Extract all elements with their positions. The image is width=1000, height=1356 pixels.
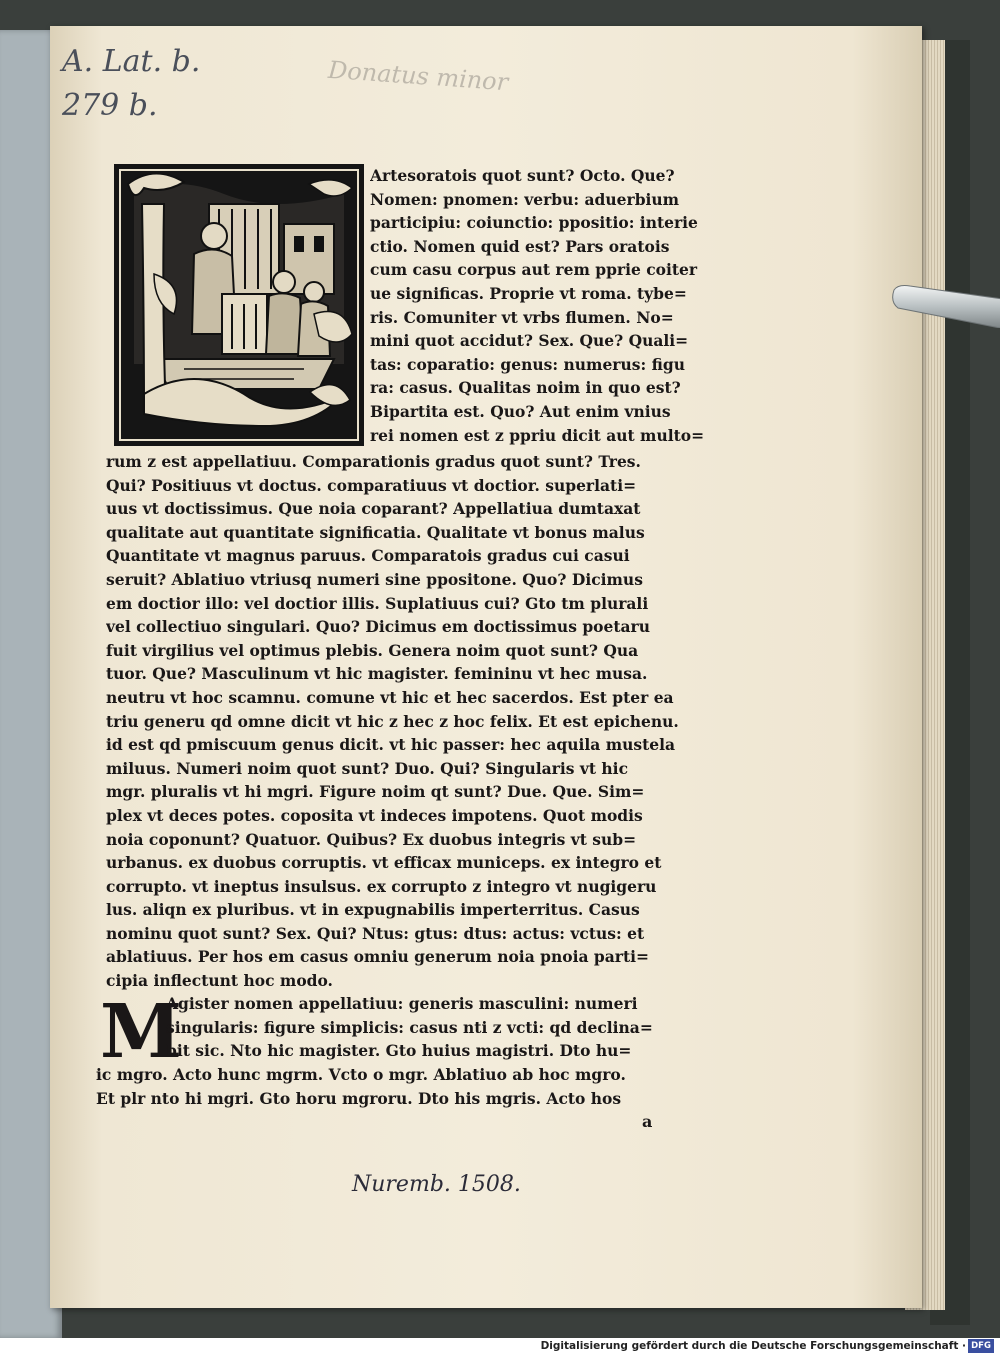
text-line: fuit virgilius vel optimus plebis. Genera noim quot sunt? Qua — [106, 640, 639, 660]
woodcut-initial-p — [114, 164, 364, 446]
text-line: id est qd pmiscuum genus dicit. vt hic passer: hec aquila mustela — [106, 735, 676, 755]
text-beside-second-initial — [166, 992, 716, 1063]
text-line: miluus. Numeri noim quot sunt? Duo. Qui? Singularis vt hic — [106, 758, 629, 778]
text-line: ic mgro. Acto hunc mgrm. Vcto o mgr. Ablatiuo ab hoc mgro. — [96, 1065, 626, 1084]
text-line: uus vt doctissimus. Que noia coparant? Appellatiua dumtaxat — [106, 499, 641, 519]
text-line: plex vt deces potes. coposita vt indeces impotens. Quot modis — [106, 805, 643, 825]
text-line: Et plr nto hi mgri. Gto horu mgroru. Dto his mgris. Acto hos — [96, 1088, 622, 1108]
text-line: singularis: figure simplicis: casus nti z vcti: qd declina= — [166, 1017, 653, 1037]
pencil-note: Donatus minor — [327, 55, 510, 97]
imprint-annotation: Nuremb. 1508. — [352, 1172, 521, 1197]
signature-mark: a — [642, 1112, 653, 1131]
digitization-credit: Digitalisierung gefördert durch die Deutsche Forschungsgemeinschaft · — [540, 1340, 966, 1352]
text-line: urbanus. ex duobus corruptis. vt efficax municeps. ex integro et — [106, 853, 662, 873]
shelfmark-line-1: A. Lat. b. — [62, 44, 201, 79]
text-line: Artesoratois quot sunt? Octo. Que? — [370, 166, 675, 185]
text-line: em doctior illo: vel doctior illis. Suplatiuus cui? Gto tm plurali — [106, 593, 649, 613]
text-line: Nomen: pnomen: verbu: aduerbium — [370, 189, 680, 209]
text-line: noia coponunt? Quatuor. Quibus? Ex duobus integris vt sub= — [106, 829, 637, 849]
text-line: corrupto. vt ineptus insulsus. ex corrupto z integro vt nugigeru — [106, 876, 657, 896]
text-line: vel collectiuo singulari. Quo? Dicimus em doctissimus poetaru — [106, 617, 650, 637]
text-line: mini quot accidut? Sex. Que? Quali= — [370, 331, 689, 351]
text-line: Bipartita est. Quo? Aut enim vnius — [370, 401, 671, 421]
text-line: tuor. Que? Masculinum vt hic magister. femininu vt hec musa. — [106, 664, 648, 684]
text-line: cum casu corpus aut rem pprie coiter — [370, 260, 698, 280]
text-line: triu generu qd omne dicit vt hic z hec z hoc felix. Et est epichenu. — [106, 711, 679, 731]
text-line: ctio. Nomen quid est? Pars oratois — [370, 236, 670, 256]
text-line: Agister nomen appellatiuu: generis masculini: numeri — [166, 994, 638, 1013]
text-line: qualitate aut quantitate significatia. Qualitate vt bonus malus — [106, 522, 645, 542]
text-line: rum z est appellatiuu. Comparationis gradus quot sunt? Tres. — [106, 452, 641, 471]
text-line: seruit? Ablatiuo vtriusq numeri sine ppositone. Quo? Dicimus — [106, 569, 643, 589]
text-line: Qui? Positiuus vt doctus. comparatiuus vt doctior. superlati= — [106, 475, 637, 495]
text-line: tas: coparatio: genus: numerus: figu — [370, 354, 685, 374]
text-tail-block — [96, 1063, 716, 1110]
page-clip — [890, 282, 1000, 328]
shelfmark-line-2: 279 b. — [62, 88, 158, 123]
text-line: nominu quot sunt? Sex. Qui? Ntus: gtus: dtus: actus: vctus: et — [106, 923, 645, 943]
text-line: Quantitate vt magnus paruus. Comparatois gradus cui casui — [106, 546, 630, 566]
text-line: bit sic. Nto hic magister. Gto huius magistri. Dto hu= — [166, 1041, 632, 1061]
text-line: ra: casus. Qualitas noim in quo est? — [370, 378, 681, 398]
text-line: neutru vt hoc scamnu. comune vt hic et hec sacerdos. Est pter ea — [106, 687, 674, 707]
main-text-block — [106, 450, 716, 993]
woodcut-illustration — [114, 164, 364, 446]
text-beside-initial — [370, 164, 715, 447]
text-line: ris. Comuniter vt vrbs flumen. No= — [370, 307, 674, 327]
text-line: rei nomen est z ppriu dicit aut multo= — [370, 425, 705, 445]
text-line: ue significas. Proprie vt roma. tybe= — [370, 283, 687, 303]
text-line: lus. aliqn ex pluribus. vt in expugnabilis imperterritus. Casus — [106, 900, 640, 920]
dfg-logo: DFG — [968, 1339, 994, 1353]
text-line: participiu: coiunctio: ppositio: interie — [370, 213, 698, 233]
shelfmark-annotation — [62, 40, 200, 128]
text-line: ablatiuus. Per hos em casus omniu generum noia pnoia parti= — [106, 947, 649, 967]
text-line: cipia inflectunt hoc modo. — [106, 971, 333, 991]
text-line: mgr. pluralis vt hi mgri. Figure noim qt sunt? Due. Que. Sim= — [106, 782, 645, 802]
initial-m: M — [100, 989, 182, 1075]
